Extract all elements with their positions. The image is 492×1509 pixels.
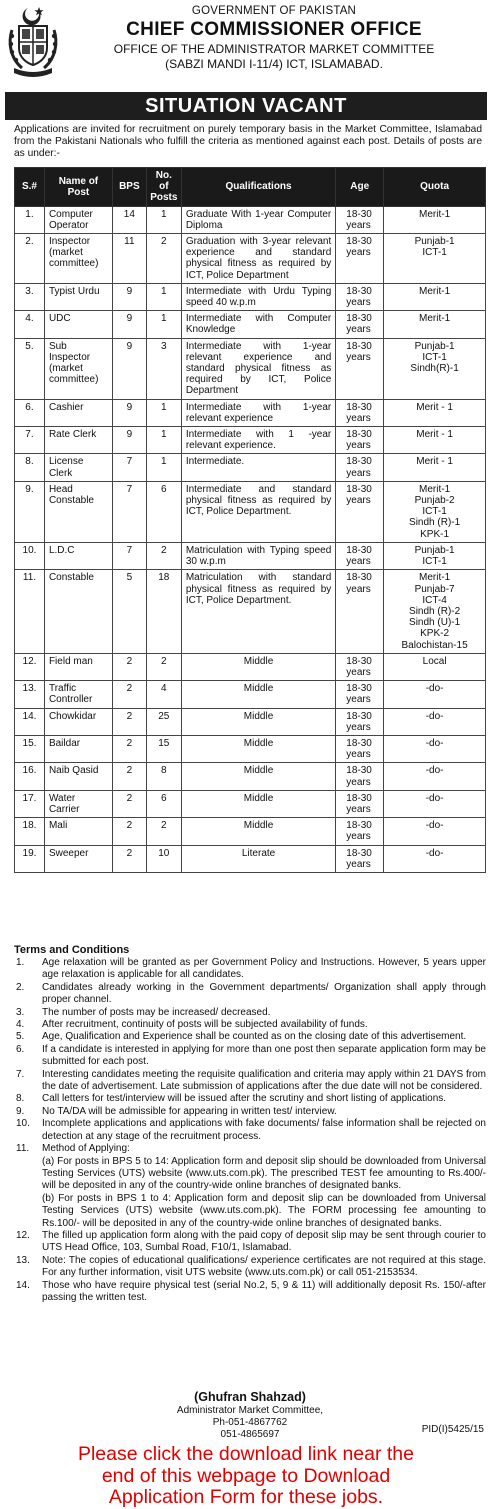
cell-no-of-posts: 6: [146, 481, 181, 542]
cell-age: 18-30 years: [336, 427, 384, 454]
term-text: Interesting candidates meeting the requisite qualification and criteria may apply within 21 DAYS from the date of advertisement. Late submission of applications after the due date will not be considered.: [42, 1068, 486, 1093]
cell-no-of-posts: 8: [146, 763, 181, 790]
term-text: Candidates already working in the Government departments/ Organization shall apply through proper channel.: [42, 981, 486, 1006]
cell-bps: 9: [112, 311, 146, 338]
term-item: [14, 1031, 486, 1043]
table-row: [15, 681, 486, 708]
table-row: [15, 427, 486, 454]
cell-serial: 10.: [15, 542, 45, 569]
cell-post-name: License Clerk: [44, 454, 112, 481]
cell-no-of-posts: 1: [146, 283, 181, 310]
cell-post-name: Baildar: [44, 735, 112, 762]
terms-title: Terms and Conditions: [14, 944, 130, 956]
cell-post-name: Typist Urdu: [44, 283, 112, 310]
cell-post-name: Field man: [44, 653, 112, 680]
table-row: [15, 206, 486, 233]
cell-post-name: Mali: [44, 818, 112, 845]
term-number: 4.: [16, 1019, 25, 1031]
term-text: No TA/DA will be admissible for appearing in written test/ interview.: [42, 1105, 337, 1117]
pakistan-state-emblem-icon: [6, 4, 60, 78]
cell-no-of-posts: 15: [146, 735, 181, 762]
intro-paragraph: Applications are invited for recruitment on purely temporary basis in the Market Committee, Islamabad from the Pakistani Nationals who fulfill the criteria as mentioned against each post. Details of posts are as under:-: [14, 124, 482, 159]
cell-bps: 2: [112, 763, 146, 790]
term-text: Method of Applying:: [42, 1143, 130, 1155]
cell-bps: 9: [112, 283, 146, 310]
term-item: [14, 1019, 486, 1031]
cell-age: 18-30 years: [336, 542, 384, 569]
cell-qualification: Graduate With 1-year Computer Diploma: [181, 206, 335, 233]
cell-quota: Merit - 1: [384, 454, 486, 481]
table-row: [15, 708, 486, 735]
cell-bps: 9: [112, 399, 146, 426]
cell-qualification: Middle: [181, 653, 335, 680]
table-row: [15, 234, 486, 284]
cell-bps: 7: [112, 542, 146, 569]
cell-age: 18-30 years: [336, 708, 384, 735]
cell-qualification: Middle: [181, 735, 335, 762]
table-row: [15, 570, 486, 653]
cell-qualification: Intermediate with 1-year relevant experience and standard physical fitness as required by ICT, Police Department: [181, 338, 335, 399]
term-body: [42, 1106, 486, 1118]
term-body: [42, 957, 486, 982]
cell-age: 18-30 years: [336, 735, 384, 762]
cell-bps: 2: [112, 818, 146, 845]
header-age: Age: [336, 168, 384, 207]
cell-quota: Local: [384, 653, 486, 680]
cell-age: 18-30 years: [336, 681, 384, 708]
terms-and-conditions: [14, 944, 486, 1304]
cell-post-name: UDC: [44, 311, 112, 338]
header-serial: S.#: [15, 168, 45, 207]
table-row: [15, 790, 486, 817]
term-body: [42, 1118, 486, 1143]
cell-serial: 9.: [15, 481, 45, 542]
cell-post-name: L.D.C: [44, 542, 112, 569]
cell-no-of-posts: 2: [146, 542, 181, 569]
cell-qualification: Literate: [181, 845, 335, 872]
term-number: 13.: [16, 1254, 30, 1266]
header-quota: Quota: [384, 168, 486, 207]
term-body: [42, 1019, 486, 1031]
cell-quota: Punjab-1 ICT-1 Sindh(R)-1: [384, 338, 486, 399]
term-item: [14, 1143, 486, 1230]
cell-bps: 9: [112, 427, 146, 454]
notice-line-1: Please click the download link near the: [77, 1443, 415, 1465]
table-row: [15, 542, 486, 569]
cell-serial: 4.: [15, 311, 45, 338]
term-number: 7.: [16, 1068, 25, 1080]
cell-qualification: Intermediate.: [181, 454, 335, 481]
pid-number: PID(I)5425/15: [421, 1424, 484, 1435]
situation-vacant-banner: SITUATION VACANT: [5, 92, 487, 120]
cell-post-name: Rate Clerk: [44, 427, 112, 454]
cell-age: 18-30 years: [336, 653, 384, 680]
term-body: [42, 1093, 486, 1105]
cell-no-of-posts: 25: [146, 708, 181, 735]
cell-post-name: Inspector (market committee): [44, 234, 112, 284]
term-text: Age relaxation will be granted as per Government Policy and Instructions. However, 5 years upper age relaxation is applicable for all candidates.: [42, 957, 486, 981]
cell-no-of-posts: 1: [146, 311, 181, 338]
table-row: [15, 311, 486, 338]
cell-age: 18-30 years: [336, 481, 384, 542]
cell-no-of-posts: 2: [146, 234, 181, 284]
cell-no-of-posts: 1: [146, 454, 181, 481]
download-notice: [0, 1444, 492, 1509]
cell-qualification: Middle: [181, 790, 335, 817]
term-number: 6.: [16, 1043, 25, 1055]
cell-serial: 2.: [15, 234, 45, 284]
cell-qualification: Intermediate and standard physical fitness as required by ICT, Police Department.: [181, 481, 335, 542]
cell-bps: 7: [112, 454, 146, 481]
cell-bps: 14: [112, 206, 146, 233]
cell-age: 18-30 years: [336, 845, 384, 872]
cell-bps: 2: [112, 653, 146, 680]
cell-quota: Merit-1: [384, 283, 486, 310]
signatory-phone-1: Ph-051-4867762: [212, 1417, 288, 1428]
term-item: [14, 1007, 486, 1019]
cell-bps: 2: [112, 845, 146, 872]
term-body: [42, 1069, 486, 1094]
term-number: 10.: [16, 1118, 30, 1130]
cell-qualification: Matriculation with standard physical fitness as required by ICT, Police Department.: [181, 570, 335, 653]
term-body: [42, 982, 486, 1007]
term-item: [14, 1118, 486, 1143]
cell-serial: 17.: [15, 790, 45, 817]
government-line: GOVERNMENT OF PAKISTAN: [191, 5, 357, 17]
cell-serial: 12.: [15, 653, 45, 680]
cell-age: 18-30 years: [336, 790, 384, 817]
table-header-row: [15, 168, 486, 207]
cell-serial: 13.: [15, 681, 45, 708]
cell-quota: -do-: [384, 708, 486, 735]
cell-serial: 15.: [15, 735, 45, 762]
cell-no-of-posts: 6: [146, 790, 181, 817]
term-item: [14, 1106, 486, 1118]
address-line: (SABZI MANDI I-11/4) ICT, ISLAMABAD.: [165, 57, 383, 71]
cell-quota: -do-: [384, 763, 486, 790]
cell-bps: 2: [112, 735, 146, 762]
term-text: Those who have require physical test (serial No.2, 5, 9 & 11) will additionally deposit Rs. 150/-after passing the written test.: [42, 1279, 486, 1303]
term-number: 12.: [16, 1229, 30, 1241]
table-row: [15, 735, 486, 762]
cell-serial: 14.: [15, 708, 45, 735]
cell-bps: 7: [112, 481, 146, 542]
office-title: CHIEF COMMISSIONER OFFICE: [126, 19, 422, 40]
term-text: The number of posts may be increased/ decreased.: [42, 1006, 271, 1018]
term-number: 1.: [16, 957, 25, 968]
cell-qualification: Middle: [181, 763, 335, 790]
signatory-phone-2: 051-4865697: [220, 1429, 280, 1440]
cell-age: 18-30 years: [336, 311, 384, 338]
notice-line-3: Application Form for these jobs.: [108, 1486, 384, 1508]
cell-quota: -do-: [384, 735, 486, 762]
cell-qualification: Middle: [181, 818, 335, 845]
cell-quota: Punjab-1 ICT-1: [384, 234, 486, 284]
document-header: [0, 0, 492, 92]
cell-serial: 16.: [15, 763, 45, 790]
cell-serial: 8.: [15, 454, 45, 481]
term-sub-item: (a) For posts in BPS 5 to 14: Application form and deposit slip should be downloaded from Universal Testing Services (UTS) website (www.uts.com.pk). The prescribed TEST fee amounting to Rs.400/- will be deposited in any of the country-wide online branches of designated banks.: [42, 1155, 486, 1192]
cell-serial: 18.: [15, 818, 45, 845]
cell-age: 18-30 years: [336, 399, 384, 426]
table-row: [15, 653, 486, 680]
table-row: [15, 338, 486, 399]
cell-bps: 2: [112, 708, 146, 735]
cell-serial: 11.: [15, 570, 45, 653]
cell-serial: 7.: [15, 427, 45, 454]
cell-post-name: Sub Inspector (market committee): [44, 338, 112, 399]
term-sub-item: (b) For posts in BPS 1 to 4: Application form and deposit slip can be downloaded from Universal Testing Services (UTS) website (www.uts.com.pk). The FORM processing fee amounting to Rs.100/- will be deposited in any of the country-wide online branches of designated banks.: [42, 1192, 486, 1229]
table-row: [15, 818, 486, 845]
notice-line-2: end of this webpage to Download: [101, 1464, 391, 1487]
term-text: Call letters for test/interview will be issued after the scrutiny and short listing of applications.: [42, 1093, 447, 1105]
cell-no-of-posts: 10: [146, 845, 181, 872]
cell-age: 18-30 years: [336, 234, 384, 284]
cell-no-of-posts: 1: [146, 399, 181, 426]
cell-serial: 5.: [15, 338, 45, 399]
cell-quota: Merit-1 Punjab-7 ICT-4 Sindh (R)-2 Sindh (U)-1 KPK-2 Balochistan-15: [384, 570, 486, 653]
cell-post-name: Naib Qasid: [44, 763, 112, 790]
term-number: 9.: [16, 1105, 25, 1117]
cell-age: 18-30 years: [336, 763, 384, 790]
cell-quota: Merit-1: [384, 206, 486, 233]
term-number: 11.: [16, 1143, 30, 1155]
cell-age: 18-30 years: [336, 338, 384, 399]
term-body: [42, 1230, 486, 1255]
cell-quota: -do-: [384, 818, 486, 845]
cell-qualification: Matriculation with Typing speed 30 w.p.m: [181, 542, 335, 569]
cell-age: 18-30 years: [336, 454, 384, 481]
header-text-block: [62, 4, 486, 71]
term-text: If a candidate is interested in applying for more than one post then separate application form may be submitted for each post.: [42, 1043, 486, 1068]
cell-post-name: Head Constable: [44, 481, 112, 542]
table-row: [15, 481, 486, 542]
cell-bps: 2: [112, 681, 146, 708]
term-item: [14, 1069, 486, 1094]
cell-quota: Merit-1 Punjab-2 ICT-1 Sindh (R)-1 KPK-1: [384, 481, 486, 542]
cell-bps: 11: [112, 234, 146, 284]
cell-no-of-posts: 2: [146, 818, 181, 845]
term-item: [14, 982, 486, 1007]
term-item: [14, 1093, 486, 1105]
header-bps: BPS: [112, 168, 146, 207]
term-text: The filled up application form along with the paid copy of deposit slip may be sent through courier to UTS Head Office, 103, Sumbal Road, F10/1, Islamabad.: [42, 1229, 486, 1254]
table-row: [15, 283, 486, 310]
cell-post-name: Traffic Controller: [44, 681, 112, 708]
term-text: Age, Qualification and Experience shall be counted as on the closing date of this advertisement.: [42, 1031, 467, 1043]
cell-no-of-posts: 3: [146, 338, 181, 399]
cell-qualification: Intermediate with 1 -year relevant experience.: [181, 427, 335, 454]
cell-qualification: Middle: [181, 708, 335, 735]
administrator-line: OFFICE OF THE ADMINISTRATOR MARKET COMMITTEE: [113, 42, 435, 56]
cell-bps: 2: [112, 790, 146, 817]
table-row: [15, 845, 486, 872]
cell-age: 18-30 years: [336, 206, 384, 233]
cell-no-of-posts: 4: [146, 681, 181, 708]
term-text: Incomplete applications and applications with fake documents/ false information shall be rejected on detection at any stage of the recruitment process.: [42, 1118, 486, 1142]
term-item: [14, 957, 486, 982]
cell-age: 18-30 years: [336, 283, 384, 310]
posts-table: [14, 167, 486, 873]
term-number: 3.: [16, 1006, 25, 1018]
cell-serial: 1.: [15, 206, 45, 233]
cell-serial: 19.: [15, 845, 45, 872]
cell-bps: 5: [112, 570, 146, 653]
term-body: [42, 1280, 486, 1305]
cell-qualification: Intermediate with Urdu Typing speed 40 w.p.m: [181, 283, 335, 310]
cell-quota: Merit - 1: [384, 427, 486, 454]
cell-post-name: Computer Operator: [44, 206, 112, 233]
cell-post-name: Cashier: [44, 399, 112, 426]
term-number: 8.: [16, 1093, 25, 1105]
term-number: 14.: [16, 1279, 30, 1291]
term-body: [42, 1044, 486, 1069]
cell-post-name: Water Carrier: [44, 790, 112, 817]
cell-qualification: Middle: [181, 681, 335, 708]
term-item: [14, 1255, 486, 1280]
cell-age: 18-30 years: [336, 570, 384, 653]
signature-block: [140, 1390, 360, 1441]
cell-quota: -do-: [384, 790, 486, 817]
cell-quota: -do-: [384, 845, 486, 872]
term-number: 5.: [16, 1031, 25, 1043]
cell-quota: Merit - 1: [384, 399, 486, 426]
cell-no-of-posts: 2: [146, 653, 181, 680]
term-item: [14, 1044, 486, 1069]
signatory-title: Administrator Market Committee,: [176, 1405, 324, 1416]
header-no-of-posts: No. of Posts: [146, 168, 181, 207]
term-body: [42, 1007, 486, 1019]
term-body: [42, 1031, 486, 1043]
table-row: [15, 454, 486, 481]
term-body: [42, 1255, 486, 1280]
table-row: [15, 399, 486, 426]
header-qualifications: Qualifications: [181, 168, 335, 207]
cell-bps: 9: [112, 338, 146, 399]
term-text: Note: The copies of educational qualifications/ experience certificates are not required at this stage. For any further information, visit UTS website (www.uts.com.pk) or call 051-2153534.: [42, 1254, 486, 1279]
cell-quota: Punjab-1 ICT-1: [384, 542, 486, 569]
terms-list: [14, 957, 486, 1304]
cell-qualification: Intermediate with 1-year relevant experience: [181, 399, 335, 426]
cell-post-name: Chowkidar: [44, 708, 112, 735]
cell-post-name: Sweeper: [44, 845, 112, 872]
cell-post-name: Constable: [44, 570, 112, 653]
cell-qualification: Intermediate with Computer Knowledge: [181, 311, 335, 338]
term-number: 2.: [16, 981, 25, 993]
term-text: After recruitment, continuity of posts will be subjected availability of funds.: [42, 1019, 368, 1031]
term-item: [14, 1230, 486, 1255]
cell-no-of-posts: 1: [146, 427, 181, 454]
header-post: Name of Post: [44, 168, 112, 207]
cell-age: 18-30 years: [336, 818, 384, 845]
term-item: [14, 1280, 486, 1305]
cell-qualification: Graduation with 3-year relevant experience and standard physical fitness as required by ICT, Police Department: [181, 234, 335, 284]
term-body: [42, 1143, 486, 1230]
cell-serial: 6.: [15, 399, 45, 426]
cell-serial: 3.: [15, 283, 45, 310]
table-row: [15, 763, 486, 790]
signatory-name: (Ghufran Shahzad): [194, 1390, 306, 1404]
cell-no-of-posts: 18: [146, 570, 181, 653]
cell-quota: Merit-1: [384, 311, 486, 338]
cell-no-of-posts: 1: [146, 206, 181, 233]
cell-quota: -do-: [384, 681, 486, 708]
